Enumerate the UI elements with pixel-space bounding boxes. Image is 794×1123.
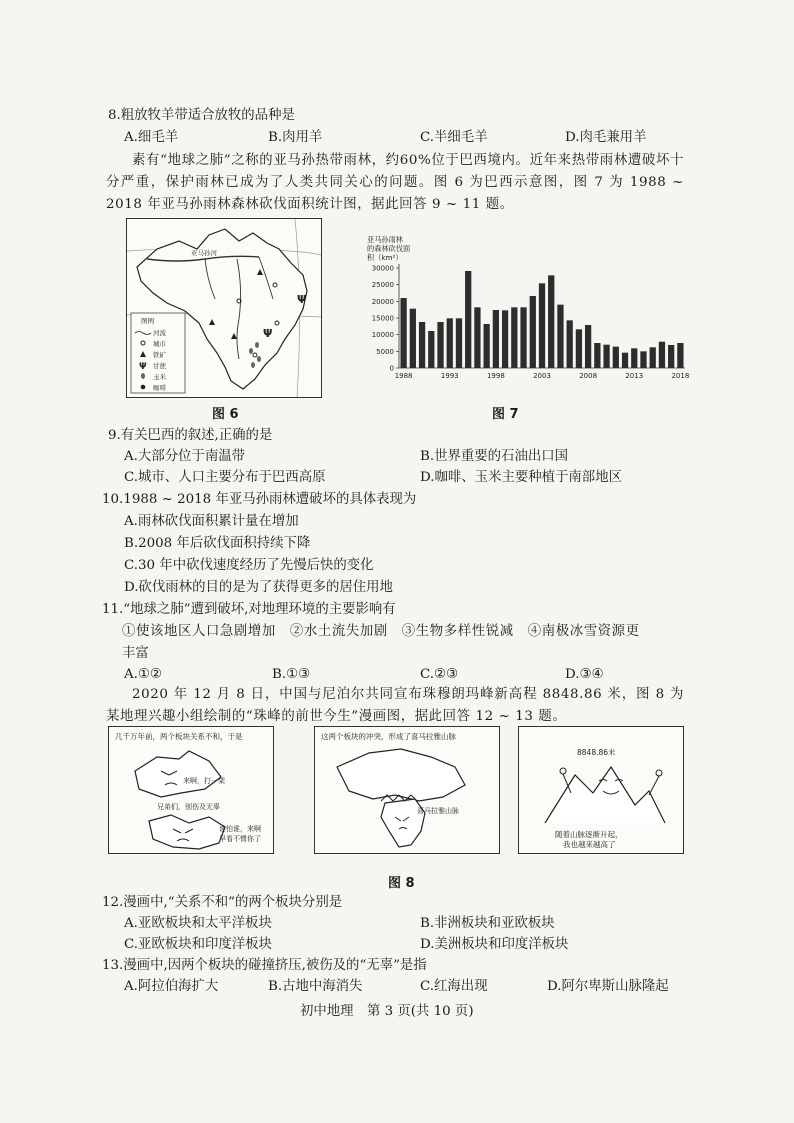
y-tick-label: 0 (389, 364, 394, 373)
x-tick-label: 1998 (486, 372, 505, 380)
panel2-title: 这两个板块的冲突，形成了喜马拉雅山脉 (321, 732, 456, 741)
chart-title-line: 积（km²） (367, 253, 403, 262)
bar-1998 (493, 310, 499, 368)
corn-icon (255, 342, 259, 348)
q11-option-b: B.①③ (272, 667, 311, 682)
y-tick-label: 15000 (371, 314, 394, 323)
bar-2002 (530, 296, 536, 368)
x-tick-label: 2013 (625, 372, 644, 380)
bar-2018 (677, 343, 683, 368)
bar-2013 (631, 348, 637, 368)
bar-2000 (511, 307, 517, 368)
q12-option-a: A.亚欧板块和太平洋板块 (124, 916, 272, 931)
panel1-bubble3a: 谁怕谁，来啊 (219, 825, 261, 833)
legend-iron: 铁矿 (153, 351, 166, 359)
q13-option-d: D.阿尔卑斯山脉隆起 (547, 979, 669, 994)
question-13-stem: 13.漫画中,因两个板块的碰撞挤压,被伤及的“无辜”是指 (102, 958, 427, 973)
eurasian-plate-shape (135, 751, 221, 797)
chart-bars (400, 271, 683, 368)
bar-1988 (400, 298, 406, 368)
bar-1994 (456, 318, 462, 368)
panel2-label: 喜马拉雅山脉 (417, 807, 459, 815)
figure-6-map (126, 218, 322, 398)
figure-8-panel-3 (518, 726, 684, 854)
panel1-title: 几千万年前，两个板块关系不和，于是 (115, 732, 243, 741)
x-tick-label: 1988 (394, 372, 413, 380)
brazil-map (127, 219, 321, 397)
bar-2015 (650, 347, 656, 368)
q9-option-d: D.咖啡、玉米主要种植于南部地区 (420, 470, 622, 485)
question-8-stem: 8.粗放牧羊带适合放牧的品种是 (108, 108, 295, 123)
q8-option-c: C.半细毛羊 (420, 130, 488, 145)
y-tick-label: 5000 (376, 347, 394, 356)
corn-icon (249, 348, 253, 354)
page-footer: 初中地理 第 3 页(共 10 页) (300, 1004, 474, 1019)
bar-1989 (410, 309, 416, 368)
question-12-stem: 12.漫画中,“关系不和”的两个板块分别是 (102, 895, 343, 910)
q12-option-d: D.美洲板块和印度洋板块 (420, 937, 569, 952)
dont-hurt-bubble: 兄弟们，别伤及无辜 (157, 803, 220, 811)
bar-2003 (539, 283, 545, 368)
q9-option-a: A.大部分位于南温带 (124, 449, 246, 464)
corn-legend-icon (141, 373, 145, 379)
intro-12-13: 2020 年 12 月 8 日，中国与尼泊尔共同宣布珠穆朗玛峰新高程 8848.86 米，图 8 为某地理兴趣小组绘制的“珠峰的前世今生”漫画图，据此回答 12 ~ 13 题。 (106, 687, 684, 724)
bar-2012 (622, 353, 628, 368)
chart-title (367, 235, 410, 262)
q8-option-d: D.肉毛兼用羊 (565, 130, 647, 145)
q12-option-c: C.亚欧板块和印度洋板块 (124, 937, 272, 952)
y-tick-label: 30000 (371, 264, 394, 273)
y-tick-label: 25000 (371, 281, 394, 290)
question-11-stem: 11.“地球之肺”遭到破坏,对地理环境的主要影响有 (102, 602, 396, 617)
q8-option-a: A.细毛羊 (124, 130, 179, 145)
bar-1993 (447, 318, 453, 368)
bar-2005 (557, 305, 563, 368)
x-tick-label: 1993 (440, 372, 459, 380)
bar-2009 (594, 343, 600, 368)
bar-1999 (502, 310, 508, 368)
bar-2006 (567, 320, 573, 368)
legend-corn: 玉米 (153, 373, 166, 381)
coffee-legend-icon (141, 385, 146, 390)
q11-option-d: D.③④ (565, 667, 604, 682)
sugarcane-legend-icon: Ψ (139, 362, 147, 372)
q13-option-a: A.阿拉伯海扩大 (124, 979, 219, 994)
panel1-bubble1: 来啊，打一架 (183, 777, 225, 785)
legend-coffee: 咖啡 (153, 384, 166, 392)
cartoon-plates-collide (315, 727, 499, 853)
chart-title-line: 的森林砍伐面 (367, 244, 411, 253)
bar-1990 (419, 322, 425, 368)
deforestation-chart (355, 232, 690, 382)
question-9-stem: 9.有关巴西的叙述,正确的是 (108, 428, 273, 443)
waving-hand-icon (656, 770, 662, 776)
q10-option-c: C.30 年中砍伐速度经历了先慢后快的变化 (124, 558, 374, 573)
legend-city: 城市 (153, 340, 166, 348)
legend-river: 河流 (153, 329, 166, 337)
intro-9-11: 素有“地球之肺”之称的亚马孙热带雨林，约60%位于巴西境内。近年来热带雨林遭破坏十分严重，保护雨林已成为了人类共同关心的问题。图 6 为巴西示意图，图 7 为 1988 ~ 2018 年亚马孙雨林森林砍伐面积统计图，据此回答 9 ~ 11 题。 (106, 153, 684, 212)
cartoon-plates-quarrel (109, 727, 273, 853)
eurasian-plate-shape (337, 749, 465, 801)
q13-option-b: B.古地中海消失 (268, 979, 363, 994)
bar-2008 (585, 325, 591, 368)
q10-option-b: B.2008 年后砍伐面积持续下降 (124, 536, 311, 551)
bar-2001 (520, 307, 526, 368)
x-tick-label: 2003 (533, 372, 551, 380)
corn-icon (257, 356, 261, 362)
everest-height-label: 8848.86米 (577, 748, 616, 757)
q9-option-c: C.城市、人口主要分布于巴西高原 (124, 470, 326, 485)
cartoon-everest-rising (519, 727, 683, 853)
q11-option-c: C.②③ (420, 667, 459, 682)
bar-2010 (603, 345, 609, 368)
x-tick-label: 2018 (671, 372, 690, 380)
corn-icon (251, 362, 255, 368)
figure-7-chart (355, 232, 690, 382)
sugarcane-icon: Ψ (297, 293, 307, 306)
bar-2007 (576, 329, 582, 368)
y-tick-label: 10000 (371, 331, 394, 340)
y-tick-label: 20000 (371, 297, 394, 306)
figure-8-panel-1 (108, 726, 274, 854)
bar-2014 (640, 351, 646, 368)
legend-title: 图例 (141, 317, 154, 325)
panel3-text-1: 随着山脉逐渐升起， (555, 830, 623, 839)
waving-hand-icon (560, 768, 566, 774)
q9-option-b: B.世界重要的石油出口国 (420, 449, 569, 464)
question-10-stem: 10.1988 ~ 2018 年亚马孙雨林遭破坏的具体表现为 (102, 492, 417, 507)
sugarcane-icon: Ψ (263, 327, 273, 340)
bar-1991 (428, 331, 434, 368)
q11-option-a: A.①② (124, 667, 162, 682)
figure-6-caption: 图 6 (212, 407, 239, 422)
x-tick-label: 2008 (579, 372, 598, 380)
panel1-bubble3b: 早看不惯你了 (219, 835, 261, 843)
figure-8-panel-2 (314, 726, 500, 854)
bar-2011 (613, 347, 619, 368)
q10-option-a: A.雨林砍伐面积累计量在增加 (124, 514, 299, 529)
bar-1995 (465, 271, 471, 368)
q8-option-b: B.肉用羊 (268, 130, 323, 145)
legend-sugarcane: 甘蔗 (153, 362, 166, 370)
bar-2016 (659, 342, 665, 368)
bar-1992 (437, 322, 443, 368)
q12-option-b: B.非洲板块和亚欧板块 (420, 916, 555, 931)
mountain-peak-icon (545, 767, 665, 823)
bar-1996 (474, 307, 480, 368)
chart-title-line: 亚马孙雨林 (367, 235, 403, 244)
panel3-text-2: 我也越来越高了 (563, 840, 616, 849)
region-label: 亚马孙河 (191, 249, 217, 257)
bar-1997 (484, 324, 490, 368)
bar-2017 (668, 345, 674, 368)
q10-option-d: D.砍伐雨林的目的是为了获得更多的居住用地 (124, 580, 393, 595)
q11-statements-cont: 丰富 (122, 646, 149, 661)
bar-2004 (548, 275, 554, 368)
q11-statements: ①使该地区人口急剧增加 ②水土流失加剧 ③生物多样性锐减 ④南极冰雪资源更 (122, 624, 640, 639)
figure-8-caption: 图 8 (388, 876, 415, 891)
figure-7-caption: 图 7 (492, 407, 519, 422)
q13-option-c: C.红海出现 (420, 979, 488, 994)
